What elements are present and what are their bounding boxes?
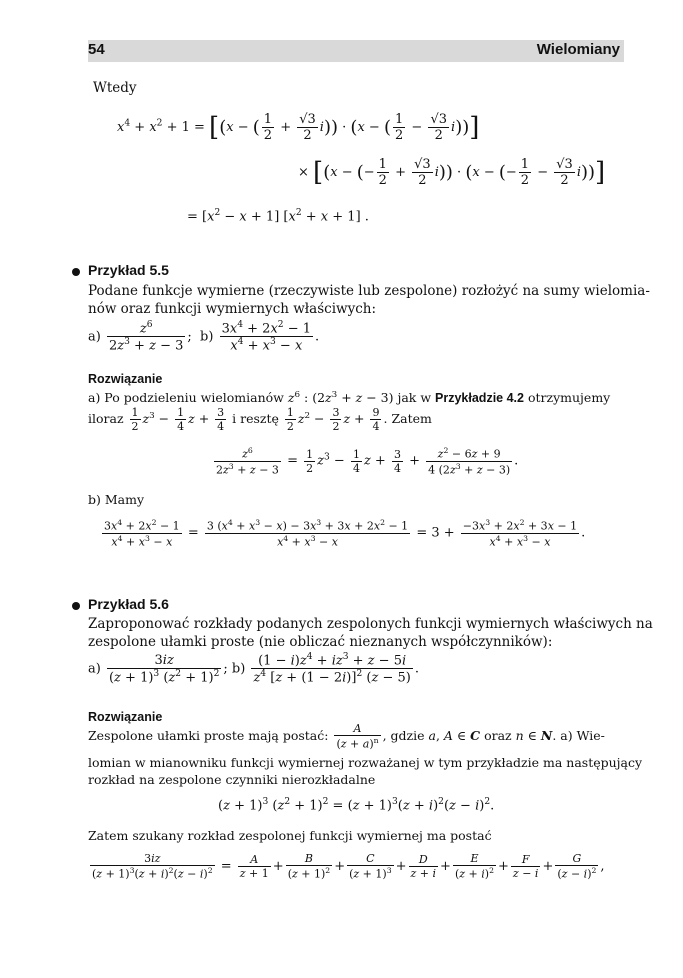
example-5-5-sol-b: b) Mamy [88,492,145,507]
example-5-6-solution-label: Rozwiązanie [88,710,163,724]
example-5-5-title: Przykład 5.5 [88,262,169,278]
example-5-6-functions: a) $\frac{3iz}{(z + 1)^3 (z^2 + 1)^2}$ ; b) $\frac{(1 - i)z^4 + iz^3 + z - 5i}{z^4 [z + (1 - 2i)]^2 (z - 5)}$ . [88,652,419,686]
bullet-icon [72,602,80,610]
example-5-6-decomposition: $\frac{3iz}{(z + 1)^3(z + i)^2(z - i)^2}$ = $\frac{A}{z + 1}$ + $\frac{B}{(z + 1)^2}$ + $\frac{C}{(z + 1)^3}$ + $\frac{D}{z + i}$ + $\frac{E}{(z + i)^2}$ + $\frac{F}{z - i}$ + $\frac{G}{(z - i)^2}$ , [92,852,605,881]
example-5-6-sol-line-3: rozkład na zespolone czynniki nierozkładalne [88,772,376,787]
example-5-5-solution-label: Rozwiązanie [88,372,163,386]
example-5-5-sol-a-line-1: a) Po podzieleniu wielomianów $z^6$ : $(2z^3 + z - 3)$ jak w Przykładzie 4.2 otrzymujemy [88,390,611,406]
chapter-title: Wielomiany [536,41,620,58]
example-5-5-result-b: $\frac{3x^4 + 2x^2 - 1}{x^4 + x^3 - x}$ = $\frac{3 (x^4 + x^3 - x) - 3x^3 + 3x + 2x^2 - 1}{x^4 + x^3 - x}$ = 3 + $\frac{-3x^3 + 2x^2 + 3x - 1}{x^4 + x^3 - x}$ . [104,518,586,549]
example-5-5-text-2: nów oraz funkcji wymiernych właściwych: [88,301,377,317]
factorization-line-2: × [(x − (− $\frac{1}{2}$ + $\frac{√3}{2}$ i)) · (x − (− $\frac{1}{2}$ − $\frac{√3}{2}$ i))] [298,157,606,188]
page-header [88,40,624,62]
example-5-6-sol-line-1: Zespolone ułamki proste mają postać: $\frac{A}{(z + a)^n}$ , gdzie a, A ∈ C oraz n ∈ N. a) Wie- [88,722,605,751]
example-5-5-sol-a-line-2: iloraz $\frac{1}{2}$ $z^3$ − $\frac{1}{4}$ z + $\frac{3}{4}$ i resztę $\frac{1}{2}$ $z^2$ − $\frac{3}{2}$ z + $\frac{9}{4}$ . Zatem [88,406,432,433]
example-5-6-sol-line-4: Zatem szukany rozkład zespolonej funkcji wymiernej ma postać [88,828,492,843]
bullet-icon [72,268,80,276]
page-number: 54 [88,41,105,58]
label-b: b) [200,329,214,345]
example-5-6-text-2: zespolone ułamki proste (nie obliczać nieznanych współczynników): [88,634,553,650]
factorization-line-1: $x^4 + x^2 + 1 = [(x$ − ( $\frac{1}{2}$ + $\frac{√3}{2}$ i)) · (x − ( $\frac{1}{2}$ − $\frac{√3}{2}$ i))] [117,112,480,143]
example-5-6-text-1: Zaproponować rozkłady podanych zespolonych funkcji wymiernych właściwych na [88,616,653,632]
intro-wtedy: Wtedy [93,80,137,96]
label-a: a) [88,329,101,345]
example-5-6-sol-line-2: lomian w mianowniku funkcji wymiernej rozważanej w tym przykładzie ma następujący [88,755,643,770]
factorization-line-3: = $[x^2 - x + 1] [x^2 + x + 1]$ . [187,208,369,225]
example-5-6-factorization: $(z + 1)^3$ $(z^2 + 1)^2 = (z + 1)^3(z + i)^2(z - i)^2$. [218,797,495,814]
example-5-5-functions: a) $\frac{z^6}{2z^3 + z - 3}$ ; b) $\frac{3x^4 + 2x^2 - 1}{x^4 + x^3 - x}$ . [88,320,320,354]
example-5-5-result-a: $\frac{z^6}{2z^3 + z - 3}$ = $\frac{1}{2}$ $z^3$ − $\frac{1}{4}$ z + $\frac{3}{4}$ + $\frac{z^2 - 6z + 9}{4 (2z^3 + z - 3)}$ . [216,446,519,477]
example-5-5-text-1: Podane funkcje wymierne (rzeczywiste lub zespolone) rozłożyć na sumy wielomia- [88,283,650,299]
example-5-6-title: Przykład 5.6 [88,596,169,612]
